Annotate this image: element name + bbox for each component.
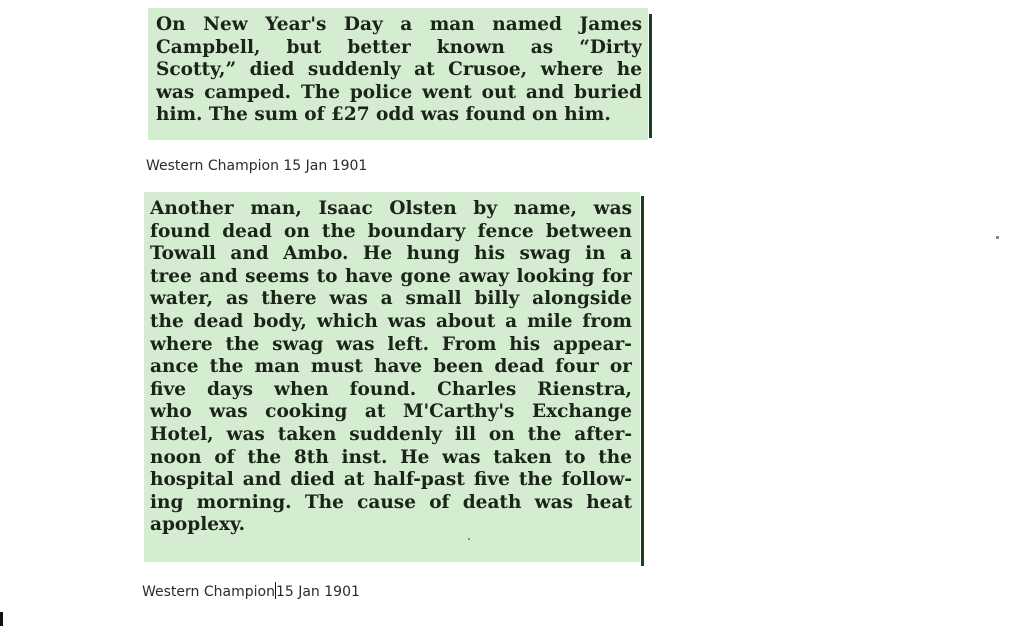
clipping-line: the dead body, which was about a mile from <box>150 310 632 332</box>
clipping-line: ance the man must have been dead four or <box>150 356 632 378</box>
scan-speck <box>468 538 470 540</box>
clipping-line: noon of the 8th inst. He was taken to the <box>150 446 632 468</box>
clipping-line: Hotel, was taken suddenly ill on the after- <box>150 423 632 445</box>
clipping-line: apoplexy. <box>150 514 246 536</box>
source-caption: Western Champion 15 Jan 1901 <box>146 158 368 174</box>
clipping-line: Towall and Ambo. He hung his swag in a <box>150 243 632 265</box>
clipping-line: hospital and died at half-past five the follow- <box>150 469 632 491</box>
clipping-line: Another man, Isaac Olsten by name, was <box>150 198 632 219</box>
clipping-line: where the swag was left. From his appear- <box>150 333 632 355</box>
clipping-line: On New Year's Day a man named James <box>156 14 642 35</box>
clipping-line: who was cooking at M'Carthy's Exchange <box>150 401 632 423</box>
column-rule <box>649 14 652 138</box>
clipping-line: Scotty,” died suddenly at Crusoe, where he <box>156 59 642 81</box>
clipping-line: water, as there was a small billy alongside <box>150 288 632 310</box>
source-caption[interactable] <box>142 582 360 600</box>
clipping-line: him. The sum of £27 odd was found on him. <box>156 104 611 126</box>
clipping-line: found dead on the boundary fence between <box>150 220 632 242</box>
clipping-line: five days when found. Charles Rienstra, <box>150 378 632 400</box>
clipping-line: tree and seems to have gone away looking for <box>150 265 632 287</box>
news-clipping-campbell <box>148 8 648 140</box>
news-clipping-olsten <box>144 192 640 562</box>
caption-text: 15 Jan 1901 <box>275 584 360 600</box>
clipping-line: ing morning. The cause of death was heat <box>150 491 632 513</box>
column-rule <box>641 196 644 566</box>
caption-text: Western Champion <box>142 584 275 600</box>
clipping-line: Campbell, but better known as “Dirty <box>156 36 642 58</box>
scan-speck <box>996 236 999 239</box>
scan-edge-mark <box>0 612 3 626</box>
clipping-line: was camped. The police went out and buried <box>156 81 642 103</box>
